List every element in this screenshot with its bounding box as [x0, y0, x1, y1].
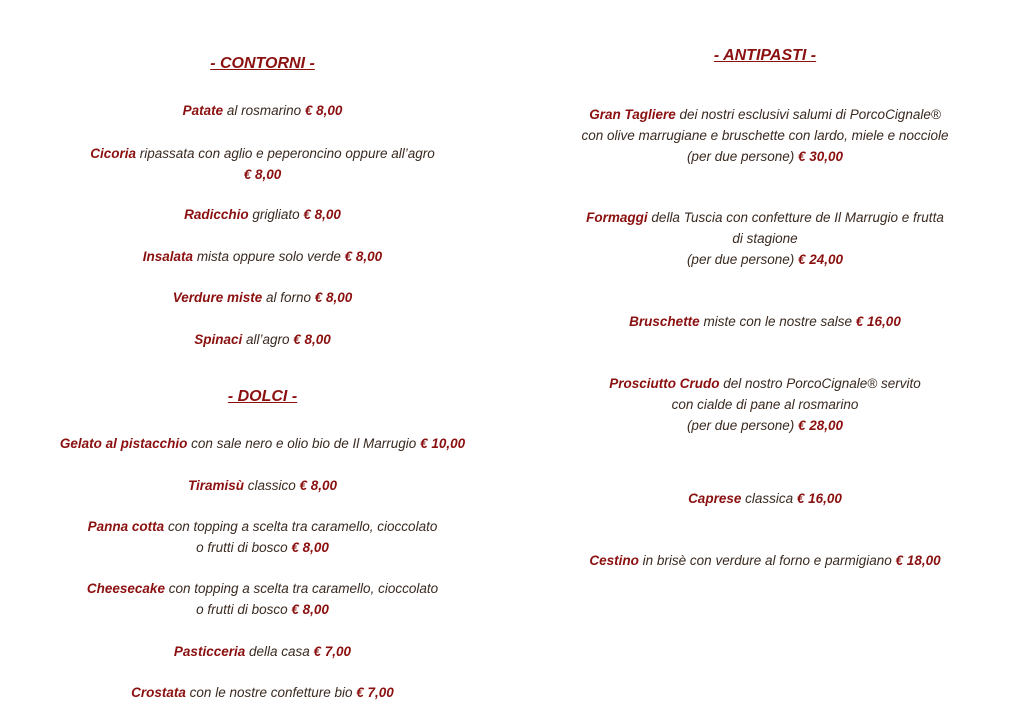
item-name: Insalata: [142, 249, 194, 264]
item-price: € 30,00: [798, 149, 844, 164]
item-name: Spinaci: [194, 332, 243, 347]
menu-item-cicoria: [20, 143, 505, 185]
item-desc-line2: di stagione: [732, 231, 798, 246]
menu-item-cheesecake: [20, 578, 505, 620]
item-desc: con sale nero e olio bio de Il Marrugio: [187, 436, 421, 451]
item-desc-line2: con cialde di pane al rosmarino: [671, 397, 859, 412]
item-price: € 18,00: [895, 553, 941, 568]
item-desc: classica: [741, 491, 797, 506]
item-price: € 7,00: [313, 644, 352, 659]
item-name: Cicoria: [90, 146, 137, 161]
item-name: Cheesecake: [86, 581, 165, 596]
item-desc: in brisè con verdure al forno e parmigiano: [638, 553, 896, 568]
menu-item-verdure-miste: [20, 287, 505, 308]
item-desc: miste con le nostre salse: [699, 314, 856, 329]
item-desc: del nostro PorcoCignale® servito: [719, 376, 921, 391]
item-price: € 8,00: [243, 167, 282, 182]
item-desc-line2: o frutti di bosco: [196, 540, 292, 555]
item-desc: ripassata con aglio e peperoncino oppure all’agro: [136, 146, 435, 161]
item-desc: della Tuscia con confetture de Il Marrugio e frutta: [647, 210, 944, 225]
menu-item-crostata: [20, 682, 505, 703]
item-price: € 7,00: [356, 685, 394, 700]
menu-item-pasticceria: [20, 641, 505, 662]
menu-item-formaggi: [525, 207, 1005, 270]
menu-item-prosciutto-crudo: [525, 373, 1005, 436]
item-name: Verdure miste: [172, 290, 263, 305]
menu-item-panna-cotta: [20, 516, 505, 558]
item-desc: al rosmarino: [223, 103, 305, 118]
item-price: € 8,00: [291, 602, 329, 617]
menu-item-spinaci: [20, 329, 505, 350]
menu-item-radicchio: [20, 204, 505, 225]
item-price: € 8,00: [291, 540, 329, 555]
item-desc: con topping a scelta tra caramello, cioccolato: [164, 581, 439, 596]
item-name: Bruschette: [629, 314, 700, 329]
item-desc: con topping a scelta tra caramello, cioccolato: [164, 519, 438, 534]
item-price: € 16,00: [796, 491, 842, 506]
antipasti-heading: - ANTIPASTI -: [713, 47, 817, 64]
contorni-heading: - CONTORNI -: [210, 55, 315, 72]
item-price: € 8,00: [293, 332, 331, 347]
menu-item-insalata: [20, 246, 505, 267]
item-name: Crostata: [131, 685, 186, 700]
item-desc: con le nostre confetture bio: [185, 685, 357, 700]
item-desc: classico: [243, 478, 300, 493]
item-price: € 8,00: [299, 478, 338, 493]
item-price: € 28,00: [798, 418, 844, 433]
menu-item-caprese: [525, 488, 1005, 509]
menu-item-tiramisu: [20, 475, 505, 496]
item-desc: dei nostri esclusivi salumi di PorcoCignale®: [675, 107, 941, 122]
menu-item-gran-tagliere: [525, 104, 1005, 167]
menu-item-patate: [20, 100, 505, 121]
item-desc: grigliato: [248, 207, 304, 222]
item-name: Gelato al pistacchio: [59, 436, 188, 451]
item-desc-line3: (per due persone): [686, 418, 799, 433]
item-name: Cestino: [589, 553, 639, 568]
dolci-heading: - DOLCI -: [227, 388, 298, 405]
item-price: € 8,00: [344, 249, 383, 264]
item-name: Radicchio: [184, 207, 249, 222]
menu-item-gelato: [20, 433, 505, 454]
item-desc: della casa: [245, 644, 314, 659]
item-name: Tiramisù: [187, 478, 244, 493]
item-name: Pasticceria: [173, 644, 246, 659]
item-name: Gran Tagliere: [589, 107, 676, 122]
item-price: € 8,00: [303, 207, 341, 222]
item-desc-line2: con olive marrugiane e bruschette con lardo, miele e nocciole: [581, 128, 949, 143]
item-price: € 8,00: [304, 103, 343, 118]
item-name: Formaggi: [586, 210, 648, 225]
item-desc-line3: (per due persone): [686, 252, 799, 267]
item-desc: mista oppure solo verde: [193, 249, 345, 264]
item-desc-line2: o frutti di bosco: [196, 602, 292, 617]
item-name: Caprese: [688, 491, 742, 506]
item-price: € 24,00: [798, 252, 844, 267]
item-price: € 8,00: [314, 290, 353, 305]
menu-item-bruschette: [525, 311, 1005, 332]
item-desc-line3: (per due persone): [686, 149, 799, 164]
item-desc: all’agro: [242, 332, 294, 347]
item-price: € 16,00: [855, 314, 901, 329]
item-desc: al forno: [262, 290, 315, 305]
menu-item-cestino: [525, 550, 1005, 571]
item-name: Prosciutto Crudo: [609, 376, 720, 391]
item-price: € 10,00: [420, 436, 466, 451]
item-name: Panna cotta: [87, 519, 165, 534]
item-name: Patate: [182, 103, 224, 118]
